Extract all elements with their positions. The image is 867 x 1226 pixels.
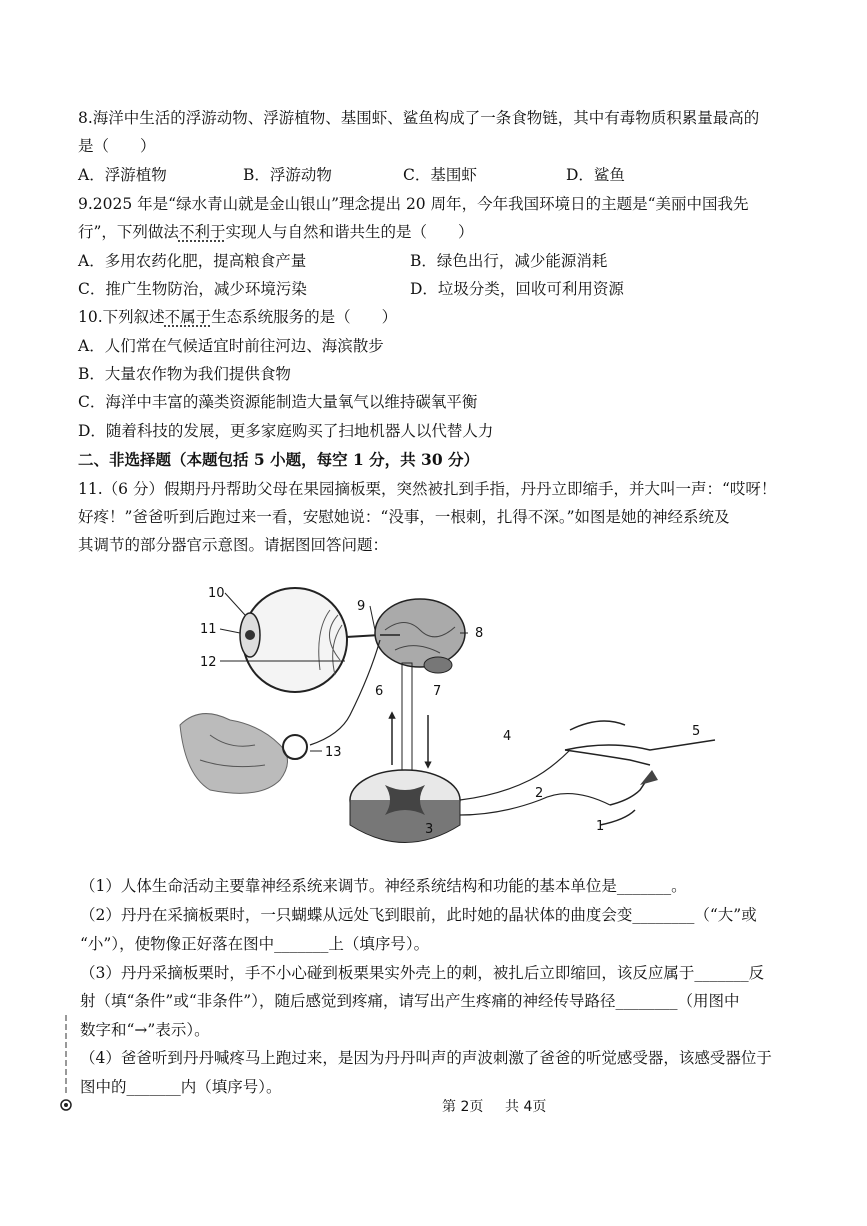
q9-option-b: B．绿色出行，减少能源消耗 (410, 252, 608, 270)
q9-stem-line2: 行”，下列做法不利于实现人与自然和谐共生的是（ ） (78, 223, 474, 241)
footer-page-number: 第 2页 (442, 1099, 484, 1115)
diagram-label-5: 5 (692, 724, 701, 739)
diagram-label-12: 12 (200, 655, 217, 670)
q11-stem-line1: 11.（6 分）假期丹丹帮助父母在果园摘板栗，突然被扎到手指，丹丹立即缩手，并大叫一声：“哎呀！ (78, 480, 777, 498)
q11-sub4-line2: 图中的_______内（填序号）。 (80, 1078, 282, 1096)
q8-option-a: A．浮游植物 (78, 166, 167, 184)
q10-stem: 10.下列叙述不属于生态系统服务的是（ ） (78, 308, 398, 326)
q11-sub1: （1）人体生命活动主要靠神经系统来调节。神经系统结构和功能的基本单位是_______。 (80, 877, 687, 895)
section2-heading: 二、非选择题（本题包括 5 小题，每空 1 分，共 30 分） (78, 450, 480, 469)
q9-option-d: D．垃圾分类，回收可利用资源 (410, 280, 624, 298)
q11-sub2-line2: “小”），使物像正好落在图中_______上（填序号）。 (80, 935, 430, 953)
q9-option-a: A．多用农药化肥，提高粮食产量 (78, 252, 307, 270)
diagram-label-3: 3 (425, 822, 434, 837)
q10-option-d: D．随着科技的发展，更多家庭购买了扫地机器人以代替人力 (78, 422, 494, 440)
q10-emphasis: 不属于 (164, 308, 212, 326)
q11-stem-line3: 其调节的部分器官示意图。请据图回答问题： (78, 536, 389, 554)
diagram-label-6: 6 (375, 684, 384, 699)
q9-option-c: C．推广生物防治，减少环境污染 (78, 280, 307, 298)
spinal-cord-illustration (350, 715, 460, 843)
q8-stem-line1: 8.海洋中生活的浮游动物、浮游植物、基围虾、鲨鱼构成了一条食物链，其中有毒物质积累量最高的 (78, 109, 760, 127)
diagram-label-8: 8 (475, 626, 484, 641)
diagram-label-1: 1 (596, 819, 605, 834)
q10-option-b: B．大量农作物为我们提供食物 (78, 365, 291, 383)
nervous-system-diagram (170, 575, 701, 865)
ear-illustration (180, 714, 307, 794)
footer-total-pages: 共 4页 (505, 1099, 547, 1115)
diagram-label-7: 7 (433, 684, 442, 699)
q8-stem-line2: 是（ ） (78, 137, 156, 155)
diagram-label-4: 4 (503, 729, 512, 744)
diagram-label-11: 11 (200, 622, 217, 637)
binding-margin-mark (60, 1015, 74, 1115)
q11-sub2-line1: （2）丹丹在采摘板栗时，一只蝴蝶从远处飞到眼前，此时她的晶状体的曲度会变________（“大”或 (80, 906, 757, 924)
q11-sub3-line3: 数字和“→”表示）。 (80, 1021, 210, 1039)
q10-option-c: C．海洋中丰富的藻类资源能制造大量氧气以维持碳氧平衡 (78, 393, 478, 411)
q11-sub3-line1: （3）丹丹采摘板栗时，手不小心碰到板栗果实外壳上的刺，被扎后立即缩回，该反应属于_______反 (80, 964, 765, 982)
q9-stem-line1: 9.2025 年是“绿水青山就是金山银山”理念提出 20 周年，今年我国环境日的主题是“美丽中国我先 (78, 195, 749, 213)
diagram-label-2: 2 (535, 786, 544, 801)
q9-emphasis: 不利于 (178, 223, 226, 241)
q8-option-c: C．基围虾 (403, 166, 477, 184)
diagram-label-9: 9 (357, 599, 366, 614)
diagram-label-13: 13 (325, 745, 342, 760)
q11-sub4-line1: （4）爸爸听到丹丹喊疼马上跑过来，是因为丹丹叫声的声波刺激了爸爸的听觉感受器，该感受器位于 (80, 1049, 772, 1067)
q10-option-a: A．人们常在气候适宜时前往河边、海滨散步 (78, 337, 384, 355)
q8-option-b: B．浮游动物 (243, 166, 332, 184)
q8-option-d: D．鲨鱼 (566, 166, 625, 184)
q11-sub3-line2: 射（填“条件”或“非条件”），随后感觉到疼痛，请写出产生疼痛的神经传导路径________（用图中 (80, 992, 740, 1010)
diagram-label-10: 10 (208, 586, 225, 601)
q11-stem-line2: 好疼！”爸爸听到后跑过来一看，安慰她说：“没事，一根刺，扎得不深。”如图是她的神经系统及 (78, 508, 730, 526)
